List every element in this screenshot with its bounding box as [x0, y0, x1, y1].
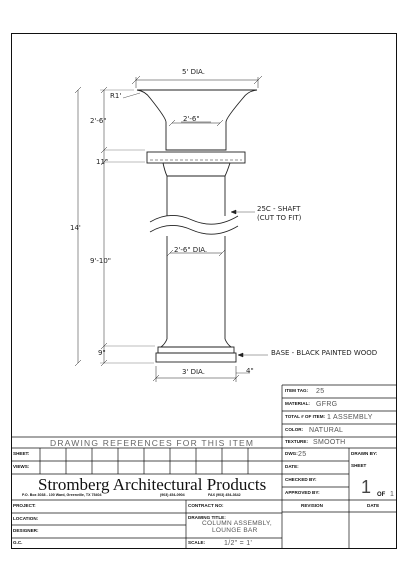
- texture-label: TEXTURE:: [285, 439, 308, 444]
- location-label: LOCATION:: [13, 516, 39, 521]
- of-label: OF: [377, 492, 386, 498]
- date-column-label: DATE: [367, 503, 380, 508]
- company-fax: FAX (903) 454-3642: [208, 493, 241, 497]
- total-value: 1 ASSEMBLY: [327, 414, 373, 421]
- material-label: MATERIAL:: [285, 401, 310, 406]
- item-tag-value: 25: [316, 388, 325, 395]
- neck-width-dim: 2'-6": [183, 115, 200, 123]
- drawing-title-2: LOUNGE BAR: [212, 527, 258, 534]
- revision-label: REVISION: [301, 503, 323, 508]
- shaft-callout-2: (CUT TO FIT): [257, 214, 302, 222]
- item-tag-label: ITEM TAG:: [285, 388, 309, 393]
- company-phone: (903) 454-0904: [160, 493, 185, 497]
- base-callout: BASE - BLACK PAINTED WOOD: [271, 349, 378, 357]
- radius-dim: R1': [110, 92, 122, 100]
- company-name: Stromberg Architectural Products: [38, 475, 267, 494]
- designer-label: DESIGNER:: [13, 528, 39, 533]
- color-label: COLOR:: [285, 427, 304, 432]
- shaft-callout-1: 25C - SHAFT: [257, 205, 301, 213]
- scale-label: SCALE:: [188, 540, 206, 545]
- sheet-no-label: SHEET: [351, 463, 367, 468]
- views-label: VIEWS:: [13, 464, 30, 469]
- dwg-value: 25: [298, 451, 307, 458]
- material-value: GFRG: [316, 401, 338, 408]
- dwg-label: DWG:: [285, 451, 298, 456]
- base-offset-dim: 4": [246, 367, 254, 375]
- scale-value: 1/2" = 1': [224, 540, 253, 547]
- capital-ring: [147, 152, 245, 163]
- approved-by-label: APPROVED BY:: [285, 490, 320, 495]
- contract-label: CONTRACT NO:: [188, 503, 224, 508]
- column-base: [158, 347, 234, 353]
- overall-height-dim: 14': [70, 224, 81, 232]
- drawing-title-1: COLUMN ASSEMBLY,: [202, 520, 272, 527]
- date-label: DATE:: [285, 464, 299, 469]
- shaft-break: [150, 215, 238, 224]
- capital-height-dim: 2'-6": [90, 117, 107, 125]
- drawing-title-label: DRAWING TITLE:: [188, 515, 226, 520]
- color-value: NATURAL: [309, 427, 344, 434]
- shaft-dia-dim: 2'-6" DIA.: [174, 246, 208, 254]
- sheet-label: SHEET:: [13, 451, 30, 456]
- sheet-total: 1: [390, 491, 395, 498]
- top-dia-dim: 5' DIA.: [182, 68, 205, 76]
- drawn-by-label: DRAWN BY:: [351, 451, 378, 456]
- project-label: PROJECT:: [13, 503, 36, 508]
- texture-value: SMOOTH: [313, 439, 346, 446]
- base-dia-dim: 3' DIA.: [182, 368, 205, 376]
- base-height-dim: 9": [98, 349, 106, 357]
- total-label: TOTAL # OF ITEM:: [285, 414, 326, 419]
- shaft-height-dim: 9'-10": [90, 257, 112, 265]
- drawing-references: DRAWING REFERENCES FOR THIS ITEM: [50, 438, 255, 448]
- company-address: P.O. Box 3038 - 100 Ward, Greenville, TX 75404: [22, 493, 102, 497]
- sheet-number: 1: [361, 477, 372, 497]
- ring-height-dim: 11": [96, 158, 109, 166]
- gc-label: G.C.: [13, 540, 23, 545]
- checked-by-label: CHECKED BY:: [285, 477, 317, 482]
